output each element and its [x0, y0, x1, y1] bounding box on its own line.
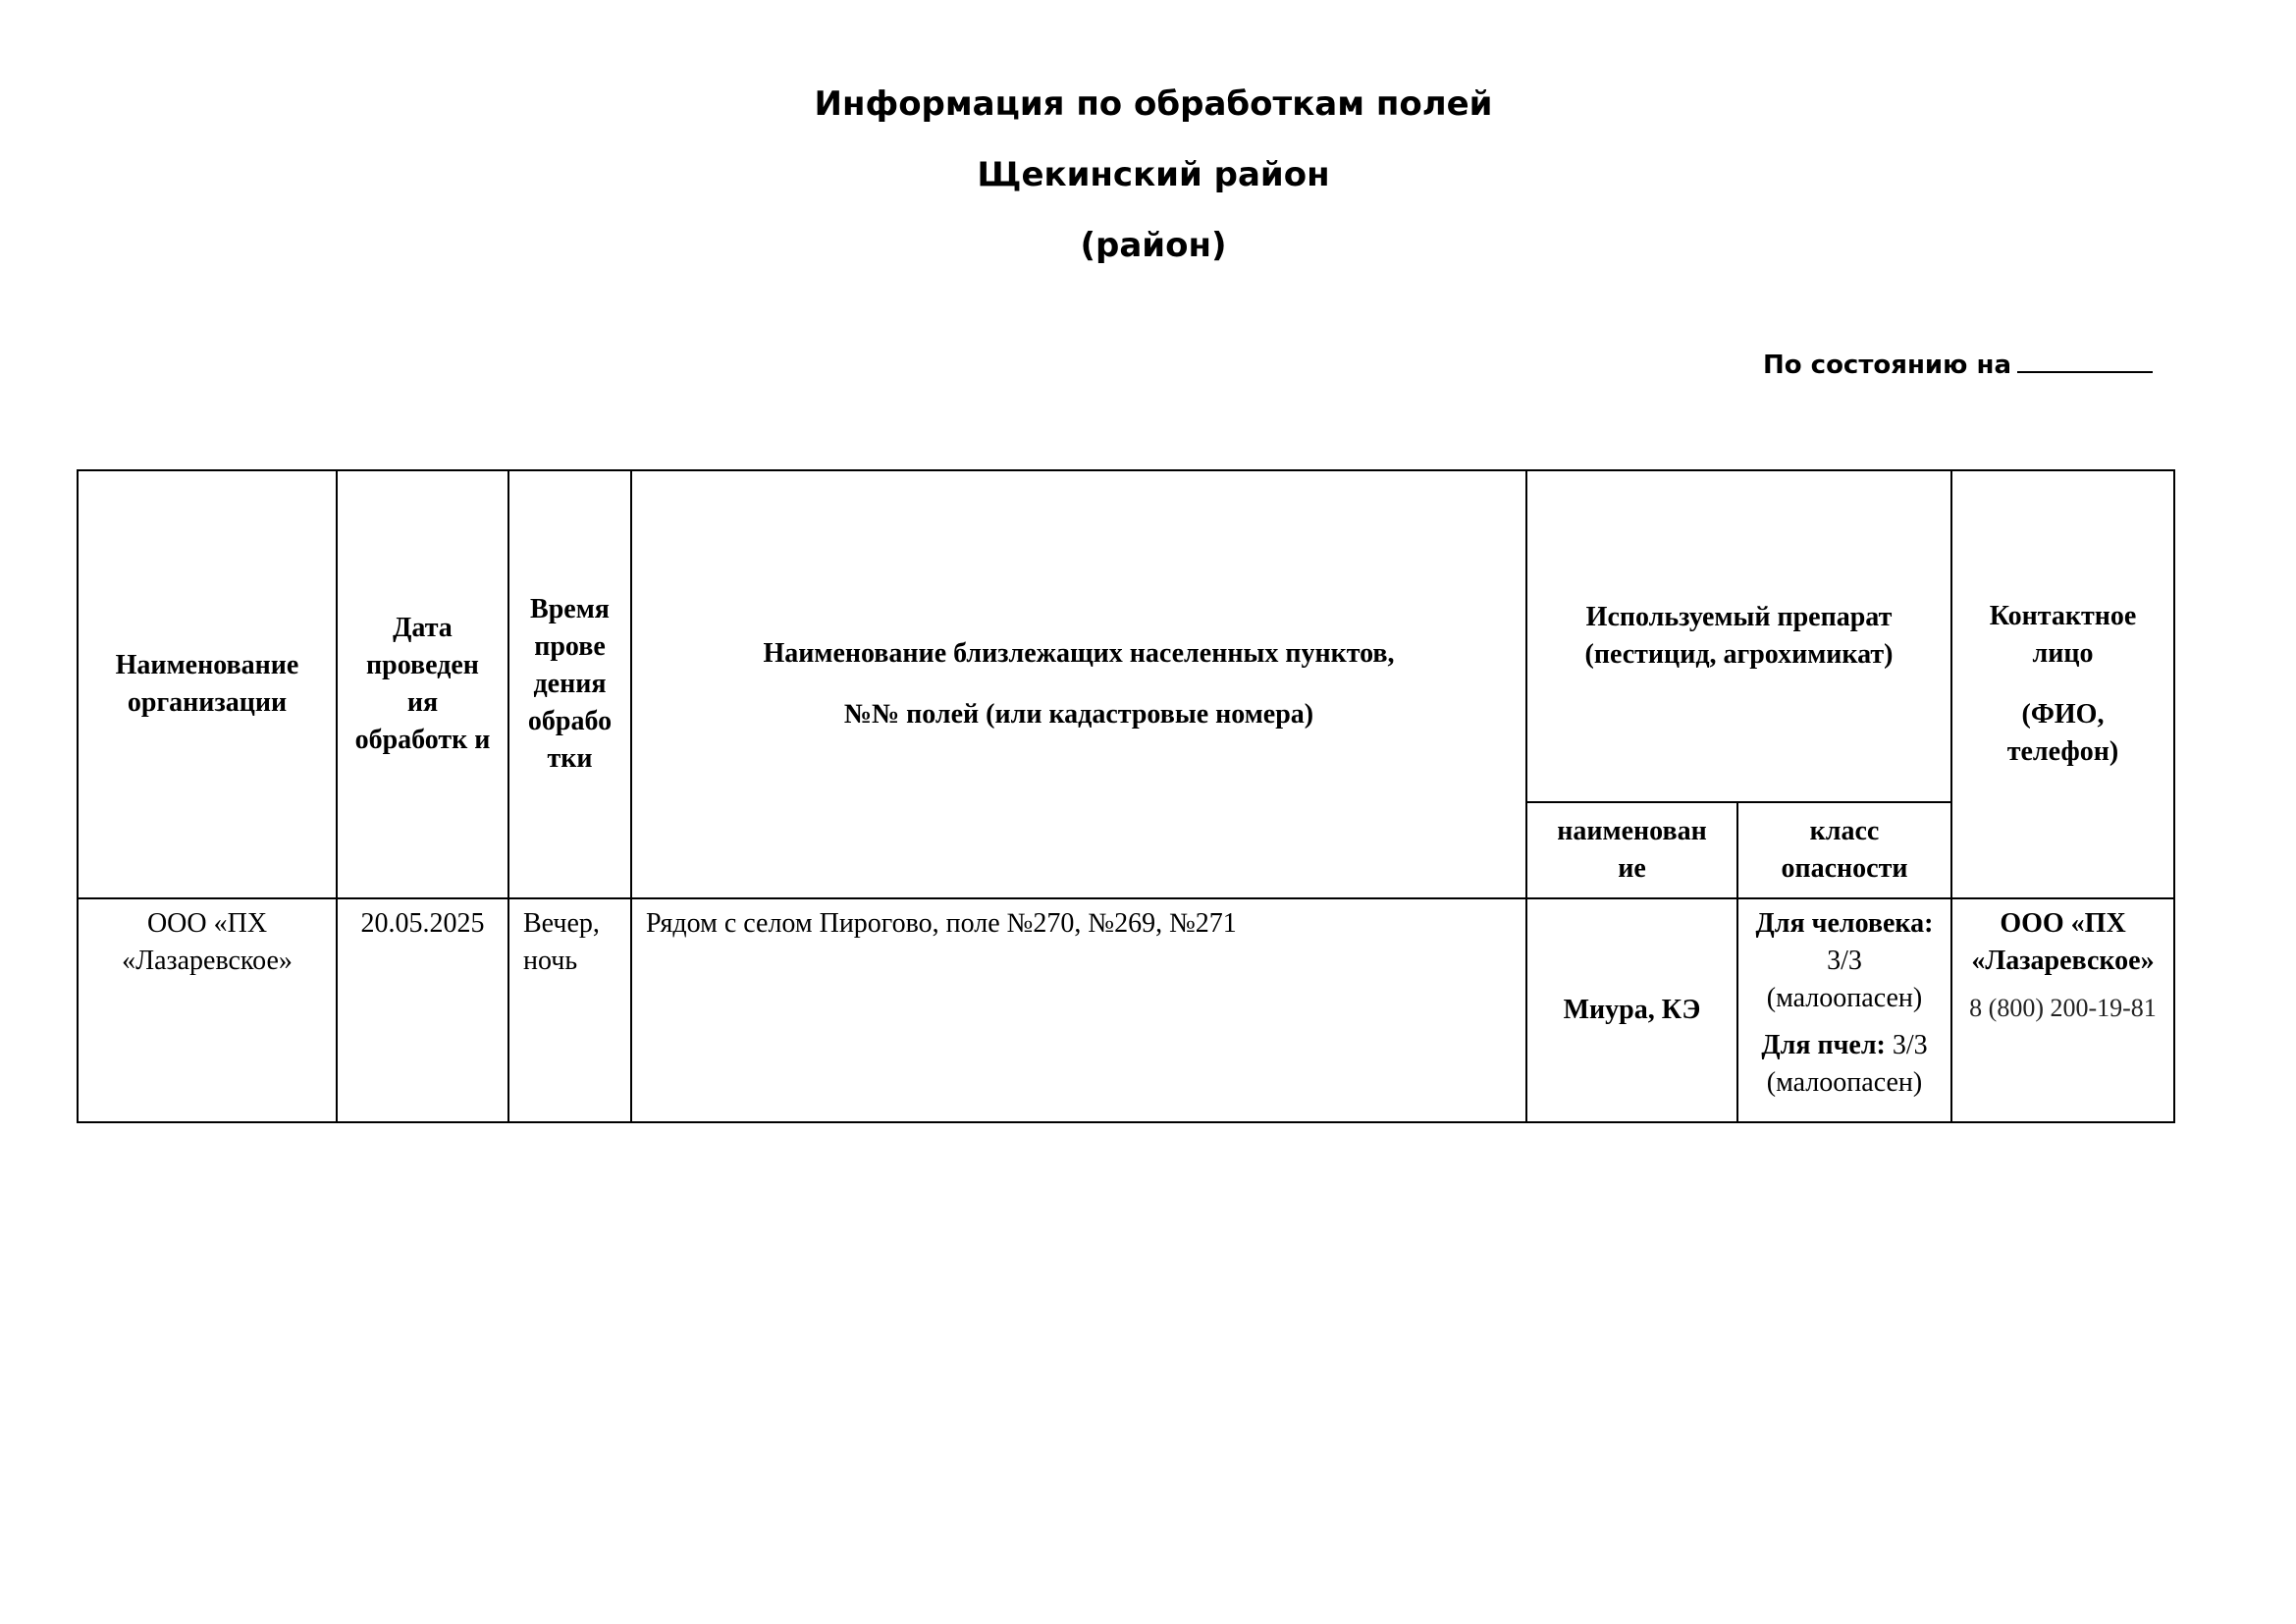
contact-phone: 8 (800) 200-19-81 [1969, 994, 2157, 1022]
hazard-bees [1752, 1027, 1937, 1102]
as-of-label: По состоянию на [1762, 351, 2011, 380]
district-note: (район) [1080, 226, 1227, 265]
header-time: Время прове дения обрабо тки [508, 470, 631, 898]
document-title: Информация по обработкам полей [814, 84, 1493, 124]
header-contact [1951, 470, 2174, 898]
cell-preparation: Миура, КЭ [1526, 898, 1737, 1122]
hazard-bees-value: 3/3 (малоопасен) [1766, 1030, 1928, 1098]
header-locations-line1: Наименование близлежащих населенных пунктов, [763, 638, 1395, 669]
header-contact-line1: Контактное лицо [1989, 601, 2137, 669]
district-name: Щекинский район [977, 155, 1330, 194]
header-preparation-name: наименован ие [1526, 802, 1737, 898]
organization-line1: ООО «ПХ [146, 908, 268, 939]
header-date: Дата проведен ия обработк и [337, 470, 508, 898]
header-hazard-class: класс опасности [1737, 802, 1951, 898]
header-contact-line2: (ФИО, телефон) [2006, 699, 2119, 767]
contact-line1: ООО «ПХ [2000, 908, 2126, 939]
contact-line2: «Лазаревское» [1971, 946, 2155, 976]
table-header-row [78, 470, 2174, 802]
cell-time [508, 898, 631, 1122]
as-of-date-line [1763, 350, 2153, 380]
header-locations [631, 470, 1526, 898]
cell-locations: Рядом с селом Пирогово, поле №270, №269, №271 [631, 898, 1526, 1122]
hazard-human [1752, 905, 1937, 1017]
hazard-human-value: 3/3 (малоопасен) [1766, 946, 1923, 1013]
header-locations-line2: №№ полей (или кадастровые номера) [843, 699, 1314, 730]
time-line1: Вечер, [523, 908, 600, 939]
hazard-bees-label: Для пчел: [1761, 1030, 1886, 1060]
cell-organization [78, 898, 337, 1122]
hazard-human-label: Для человека: [1755, 908, 1934, 939]
header-preparation [1526, 470, 1951, 802]
cell-contact [1951, 898, 2174, 1122]
cell-date: 20.05.2025 [337, 898, 508, 1122]
table-row [78, 898, 2174, 1122]
cell-hazard-class [1737, 898, 1951, 1122]
document-title-block [0, 73, 2296, 285]
organization-line2: «Лазаревское» [122, 946, 293, 976]
treatments-table [77, 469, 2175, 1123]
as-of-blank-field [2017, 350, 2153, 373]
time-line2: ночь [523, 946, 578, 976]
header-preparation-line2: (пестицид, агрохимикат) [1584, 639, 1894, 670]
header-preparation-line1: Используемый препарат [1585, 602, 1893, 632]
header-organization: Наименование организации [78, 470, 337, 898]
